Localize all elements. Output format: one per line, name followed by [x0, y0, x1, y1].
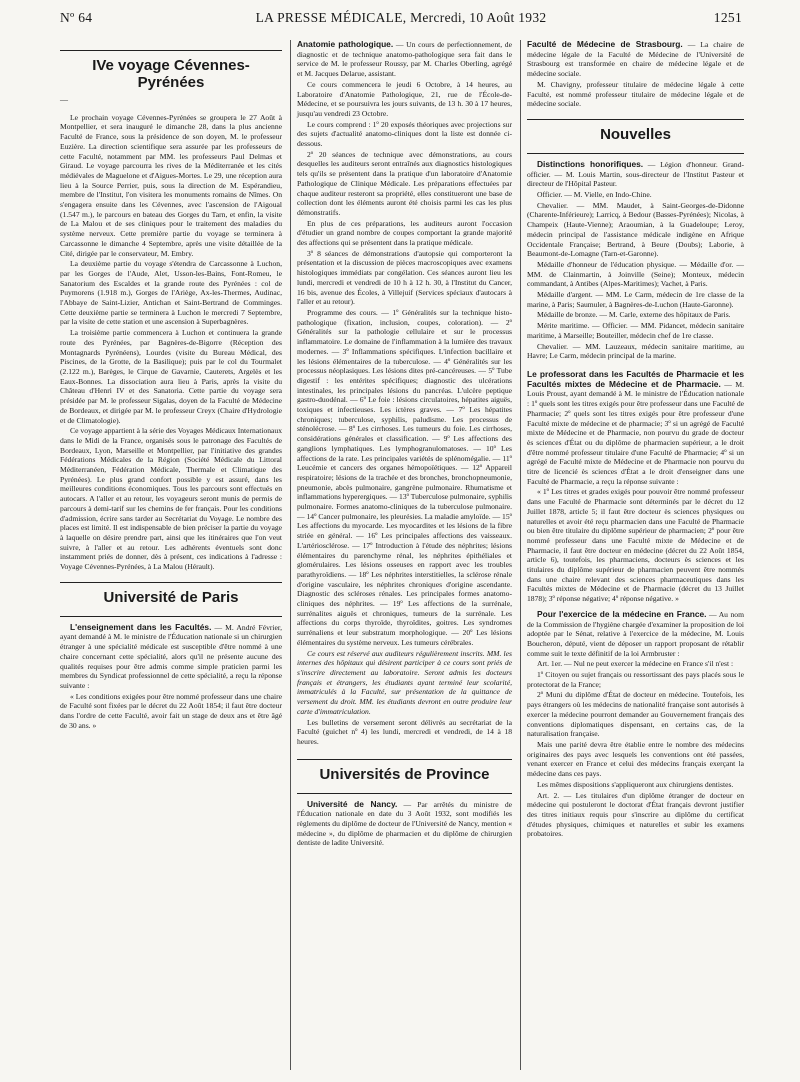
rule-prov-bottom — [297, 793, 512, 794]
exer-paragraph-1: — Au nom de la Commission de l'hygiène chargée d'examiner la proposition de loi adoptée par le Sénat, relative à l'exercice de la médecine, M. Louis Boucheron, député, vient de déposer un rapport proposant de rétablir comme suit le texte définitif de la loi Armbruster : — [527, 609, 744, 658]
page-number: 1251 — [713, 10, 742, 25]
exer-paragraph-2: Art. 1er. — Nul ne peut exercer la médecine en France s'il n'est : — [537, 659, 734, 669]
anat-paragraph-2: Ce cours commencera le jeudi 6 Octobre, à 14 heures, au Laboratoire d'Anatomie Pathologique, 21, rue de l'École-de-Médecine, et se poursuivra les jours suivants, de 13 h. 30 à 17 heures, jusqu'au vendredi 23 Octobre. — [297, 79, 512, 118]
nancy-subheading: Université de Nancy. — [307, 798, 398, 809]
issue-number: Nº 64 — [60, 10, 93, 25]
paris-paragraph-1: — M. André Février, ayant demandé à M. le ministre de l'Éducation nationale si un chirurgien étranger à une spécialité médicale est susceptible d'être nommé à une chaire concernant cette spécialité, alors qu'il ne présente aucune des qualités requises pour être admis comme simple praticien parmi les membres du Syndicat professionnel de cette spécialité, a reçu la réponse suivante : — [60, 622, 282, 690]
column-right — [520, 40, 744, 1070]
voyage-title: IVe voyage Cévennes-Pyrénées — [92, 57, 250, 91]
dist-subheading: Distinctions honorifiques. — [537, 158, 644, 169]
exer-paragraph-7: Art. 2. — Les titulaires d'un diplôme étranger de docteur en médecine qui postuleront le doctorat d'État français devront justifier des titres initiaux requis pour s'inscrire au diplôme du certificat d'études physiques, chimiques et naturelles et subir les examens probatoires. — [527, 790, 744, 839]
exer-paragraph-6: Les mêmes dispositions s'appliqueront aux chirurgiens dentistes. — [537, 779, 734, 789]
dist-paragraph-1: — Légion d'honneur. Grand-officier. — M. Louis Martin, sous-directeur de l'Institut Pasteur et directeur de l'Hôpital Pasteur. — [527, 159, 745, 189]
anat-paragraph-9: Les bulletins de versement seront délivrés au secrétariat de la Faculté (guichet nº 4) les lundi, mercredi et vendredi, de 14 à 18 heures. — [297, 717, 512, 746]
dist-paragraph-5: Médaille d'argent. — MM. Le Carm, médecin de 1re classe de la marine, à Paris; Saumuler, à Bagnères-de-Luchon (Haute-Garonne). — [527, 290, 744, 309]
exer-paragraph-5: Mais une parité devra être établie entre le nombre des médecins originaires des pays avec lesquels les conventions ont été passées, venant exercer en France et celui des médecins français exerçant la médecine dans ces pays. — [527, 740, 744, 779]
anat-paragraph-8: Ce cours est réservé aux auditeurs régulièrement inscrits. MM. les internes des hôpitaux qui désirent participer à ce cours sont priés de s'inscrire directement au laboratoire. Seront admis les docteurs français et étrangers, les étudiants ayant terminé leur scolarité, immatriculés à la Faculté, sur présentation de la quittance de versement du droit. MM. les étudiants devront en outre produire leur carte d'immatriculation. — [297, 648, 512, 716]
stras-paragraph-2: M. Chavigny, professeur titulaire de médecine légale à cette Faculté, est nommé professeur titulaire de médecine légale et de médecine sociale. — [527, 79, 744, 109]
anat-paragraph-1: — Un cours de perfectionnement, de diagnostic et de technique anatomo-pathologique sera fait dans le service de M. le professeur Roussy, par M. Charles Oberling, agrégé et M. Jacques Delarue, assistant. — [297, 40, 512, 79]
stras-subheading: Faculté de Médecine de Strasbourg. — [527, 39, 683, 49]
paris-title: Université de Paris — [103, 588, 239, 606]
dist-paragraph-6: Médaille de bronze. — M. Carle, externe des hôpitaux de Paris. — [537, 310, 731, 320]
dist-paragraph-2: Officier. — M. Vielle, en Indo-Chine. — [537, 190, 652, 200]
dist-paragraph-3: Chevalier. — MM. Maudet, à Saint-Georges-de-Didonne (Charente-Inférieure); Larricq, à Bedour (Basses-Pyrénées); Nicolas, à Champeix (Haute-Vienne); Araoumian, à la Guadeloupe; Leroy, médecin principal de l'assistance médicale indigène en Afrique Occidentale Française; Bertrand, à Beure (Doubs); Laborie, à Beaumont-de-Lomagne (Tarn-et-Garonne). — [527, 200, 744, 259]
exer-paragraph-3: 1º Citoyen ou sujet français ou ressortissant des pays placés sous le protectorat de la France; — [527, 670, 744, 689]
stras-paragraph-1: — La chaire de médecine légale de la Faculté de Médecine de l'Université de Strasbourg est transformée en chaire de médecine légale et de médecine sociale. — [527, 40, 745, 79]
exer-subheading: Pour l'exercice de la médecine en France. — [537, 608, 707, 619]
anat-paragraph-5: En plus de ces préparations, les auditeurs auront l'occasion d'étudier un grand nombre de coupes comportant la grande majorité des affections qui se présentent dans la pratique médicale. — [297, 218, 512, 248]
voyage-paragraph-3: La troisième partie commencera à Luchon et continuera la grande route des Pyrénées, par Bagnères-de-Bigorre (Réception des Montagnards Pyrénéens), Lourdes (visite du Bureau Médical, des Piscines, de la Grotte, de la Basilique); puis par le col du Tourmalet (2.122 m.), Barèges, le Cirque de Gavarnie, Cauterets, Argelès et les Eaux-Bonnes. La dissociation aura lieu à Paris, après la visite du Château d'Henri IV et des Sanatoria. Cette partie du voyage sera présidée par M. le professeur Sigalas, doyen de la Faculté de Médecine de Bordeaux, et dirigée par M. le professeur Creyx (Chaire d'Hydrologie et de Climatologie). — [60, 328, 282, 425]
anat-programme: Programme des cours. — 1º Généralités sur la technique histo-pathologique (fixation, inclusion, coupes, coloration). — 2º Généralités sur la pathologie cellulaire et sur le processus inflammatoire. Le domaine de l'inflammation à la lumière des travaux modernes. — 3º Inflammations spécifiques. L'infection bacillaire et les lésions élémentaires de la tuberculose. — 4º Généralités sur les processus néoplasiques. Les lésions dites pré-cancéreuses. — 5º Tube digestif : les entérites spécifiques; diagnostic des ulcérations intestinales, les principales lésions du pancréas. L'ulcère peptique gastro-duodénal. — 6º Le foie : lésions circulatoires, hépatites aiguës, toxiques et infectieuses. Les ictères graves. — 7º Les hépatites chroniques; tuberculose, syphilis, paludisme. Les processus de sténolécrose. — 8º Les cirrhoses. Les tumeurs du foie. Les cirrhoses, considérations générales et classification. — 9º Les affections des ganglions lymphatiques. Les lymphogranulomatoses. — 10º Les affections de la rate. Les principales variétés de splénomégalie. — 11º Leucémie et cancers des organes hémopoïétiques. — 12º Appareil respiratoire; lésions de la trachée et des bronches, bronchopneumonie, pneumonie, abcès pulmonaire, gangrène pulmonaire. Rhumatisme et inflammations hyperergiques. — 13º Tuberculose pulmonaire, syphilis pulmonaire. Formes anatomo-cliniques de la tuberculose pulmonaire. — 14º Cancer pulmonaire, les pleurésies. La maladie amyloïde. — 15º Les affections du myocarde. Les myocardites et les lésions de la fibre striée en général. — 16º Les principales affections des vaisseaux. L'artériosclérose. — 17º Introduction à l'étude des néphrites; lésions élémentaires du parenchyme rénal, les néphrites épithéliales et glomérulaires. Les lésions osseuses en rapport avec les troubles parathyroïdiens. — 18º Les néphrites interstitielles, la sclérose rénale d'origine vasculaire, les néphrites chroniques d'origine ascendante. Diagnostic des scléroses rénales. Les principales formes anatomo-cliniques des néphrites. — 19º Les affections de la surrénale, surrénalites aiguës et chroniques, tumeurs de la surrénale. Les affections du corps thyroïde, thyroïdites, goitres. Les syndromes surrénaliens et leur substratum morphologique. — 20º Les lésions élémentaires du système nerveux. Les tumeurs cérébrales. — [297, 307, 512, 647]
dist-paragraph-8: Chevalier. — MM. Lauzeaux, médecin sanitaire maritime, au Havre; Le Carm, médecin principal de la marine. — [527, 341, 744, 361]
anat-paragraph-3: Le cours comprend : 1º 20 exposés théoriques avec projections sur des sujets d'actualité anatomo-cliniques dont la liste est donnée ci-dessous. — [297, 119, 512, 149]
anat-subheading: Anatomie pathologique. — [297, 39, 394, 49]
rule-nouvelles-bottom — [527, 153, 744, 154]
rule-prov-top — [297, 759, 512, 760]
prof-paragraph-1: — M. Louis Proust, ayant demandé à M. le ministre de l'Éducation nationale : 1º quels sont les titres exigés pour être professeur dans une Faculté de Pharmacie; 2º quels sont les titres exigés pour être professeur d'une Faculté mixte de médecine et de pharmacie; 3º si un agrégé de Faculté mixte de Médecine et de Pharmacie, non pourvu du grade de docteur ès sciences d'État ou du diplôme de pharmacien supérieur, a le droit d'être nommé professeur titulaire d'une Faculté de Pharmacie; 4º si un agrégé de Faculté mixte de Médecine et de Pharmacie non pourvu du titre de licencié ès sciences d'État a le droit d'enseigner dans une Faculté de Pharmacie, a reçu la réponse suivante : — [527, 379, 745, 486]
anat-paragraph-4: 2º 20 séances de technique avec démonstrations, au cours desquelles les auditeurs seront entraînés aux diagnostics histologiques tels qu'ils se présentent dans la pratique d'un laboratoire d'Anatomie Pathologique de Clinique Médicale. Les préparations effectuées par chaque auditeur resteront sa propriété, elles constitueront une base de collection dont les éléments auront été choisis parmi les cas les plus démonstratifs. — [297, 149, 512, 217]
paris-subheading: L'enseignement dans les Facultés. — [70, 621, 212, 632]
rule-paris-bottom — [60, 616, 282, 617]
prof-subheading: Le professorat dans les Facultés de Pharmacie et les Facultés mixtes de Médecine et de Pharmacie. — [527, 368, 744, 389]
voyage-paragraph-2: La deuxième partie du voyage s'étendra de Carcassonne à Luchon, par les Gorges de l'Aude, Alet, Usson-les-Bains, Font-Romeu, le Sanatorium des Escaldes et la grande route des Pyrénées : col de Puymorens (1.918 m.), Gorges de l'Ariège, Ax-les-Thermes, Audinac, l'Abbaye de Saint-Lizier, Antichan et Saint-Bertrand de Comminges. Cette deuxième partie se terminera à Luchon le mercredi 7 Septembre, par la visite de cette station et une ascension à Superbagnères. — [60, 259, 282, 327]
nouvelles-title: Nouvelles — [600, 125, 671, 143]
anat-paragraph-6: 3º 8 séances de démonstrations d'autopsie qui comporteront la présentation et la discussion de pièces macroscopiques avec examens histologiques immédiats par congélation. Ces séances auront lieu les lundi, mercredi et vendredi de 10 h à 12 h. 30, à l'Institut du Cancer, 16 bis, avenue des Écoles, à Villejuif (Services spéciaux d'autocars à l'aller et au retour). — [297, 248, 512, 307]
voyage-paragraph-4: Ce voyage appartient à la série des Voyages Médicaux Internationaux dans le Midi de la France, organisés sous le patronage des Facultés de Bordeaux, Lyon, Marseille et Montpellier, par l'initiative des grandes Fédérations Médicales de la Région (Société Médicale du Littoral Méditerranéen, Fédération Médicale, Thermale et Climatique des Pyrénées). Le plus grand confort possible y est assuré, dans les meilleures conditions économiques. Tous les parcours sont effectués en autocars. A l'aller et au retour, les voyageurs seront munis de permis de parcours à demi-tarif sur les chemins de fer français. Pour les conditions d'admission, écrire sans tarder au Secrétariat du Voyage. Le nombre des places est limité. Il est indispensable de bien préciser la partie du voyage à laquelle on désire prendre part, ainsi que les itinéraires que l'on veut suivre, à l'aller et au retour. Les adhérents éventuels sont donc instamment priés de donner, dès à présent, ces indications à l'adresse : Voyage Cévennes-Pyrénées, à La Malou (Hérault). — [60, 426, 282, 572]
paris-paragraph-2: « Les conditions exigées pour être nommé professeur dans une chaire de Faculté sont fixées par le décret du 22 Août 1854; il faut être docteur dans l'ordre de cette Faculté, avoir fait un stage de deux ans et être âgé de 30 ans. » — [60, 691, 282, 730]
exer-paragraph-4: 2º Muni du diplôme d'État de docteur en médecine. Toutefois, les pays étrangers où les médecins de nationalité française sont autorisés à exercer la médecine pourront demander au Gouvernement français des conventions diplomatiques dispensant, en certains cas, de la naturalisation française. — [527, 690, 744, 739]
prof-paragraph-2: « 1º Les titres et grades exigés pour pouvoir être nommé professeur dans une Faculté de Pharmacie sont déterminés par le décret du 12 Juillet 1878, article 5; il faut être docteur ès sciences physiques ou naturelles et avoir été reçu pharmacien dans une Faculté de Pharmacie ou bien être titulaire du diplôme supérieur de pharmacien; 2º pour être nommé professeur dans une Faculté mixte de Médecine et de Pharmacie, il faut être docteur en médecine (décret du 22 Août 1854, article 6), toutefois, les pharmaciens, docteurs ès sciences et les titulaires du diplôme supérieur de pharmacien peuvent être nommés dans une chaire relevant des sciences pharmaceutiques dans les Facultés mixtes de Médecine et de Pharmacie (décret du 13 Juillet 1878); 3º réponse négative; 4º réponse négative. » — [527, 487, 744, 604]
rule-top — [60, 50, 282, 51]
column-left — [60, 44, 282, 1068]
nancy-paragraph-1: — Par arrêtés du ministre de l'Éducation nationale en date du 3 Août 1932, sont modifiés les règlements du diplôme de docteur de l'Université de Nancy, mention « médecine », du diplôme de pharmacien et du diplôme de chirurgien dentiste de ladite Université. — [297, 799, 513, 848]
column-middle — [290, 40, 512, 1070]
dist-paragraph-4: Médaille d'honneur de l'éducation physique. — Médaille d'or. — MM. de Clainmartin, à Joinville (Seine); Monteux, médecin commandant, à Antibes (Alpes-Maritimes); Vachet, à Paris. — [527, 259, 744, 289]
masthead-title: LA PRESSE MÉDICALE, Mercredi, 10 Août 1932 — [255, 10, 547, 25]
page-header — [60, 8, 742, 30]
voyage-paragraph-1: Le prochain voyage Cévennes-Pyrénées se groupera le 27 Août à Montpellier, et sera inauguré le dimanche 28, dans la plus ancienne Faculté de France, sous la présidence de son doyen, M. le professeur Euzière. La direction scientifique sera assurée par les professeurs de cette Faculté, notamment par MM. les professeurs Paul Delmas et Giraud. Le voyage parcourra les rives de la Méditerranée et les cités médiévales de Maguelone et d'Aigues-Mortes. Le 29, une réception aura lieu à la Source Perrier, puis, sous la direction de M. Espérandieu, membre de l'Institut, l'on visitera les monuments romains de Nîmes. On s'engagera ensuite dans les Cévennes, avec l'ascension de l'Aigoual (1.547 m.), le parcours en bateau des Gorges du Tarn, et enfin, la visite de La Malou et de ses cliniques pour le traitement des maladies du système nerveux. Cette première partie du voyage se terminera à Carcassonne le dimanche 4 Septembre, après une visite détaillée de la Cité, dirigée par le conservateur, M. Embry. — [60, 112, 282, 258]
rule-paris-top — [60, 582, 282, 583]
province-title: Universités de Province — [319, 765, 490, 783]
rule-nouvelles-top — [527, 119, 744, 120]
voyage-dash: — — [60, 95, 68, 104]
dist-paragraph-7: Mérite maritime. — Officier. — MM. Pidancet, médecin sanitaire maritime, à Marseille; Bouteiller, médecin chef de 1re classe. — [527, 321, 744, 340]
